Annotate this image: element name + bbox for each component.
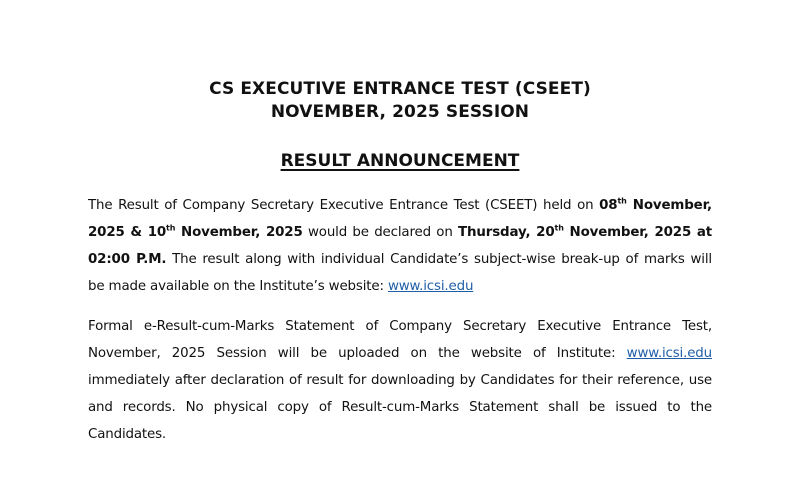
text-segment: Formal e-Result-cum-Marks Statement of Company Secretary Executive Entrance Test, November, 2025 Session will be uploaded on the website of Institute: <box>88 319 712 361</box>
date-rest: November, 2025 <box>88 198 712 240</box>
document-title <box>0 78 800 124</box>
text-segment: & <box>124 225 148 240</box>
text-segment: immediately after declaration of result for downloading by Candidates for their reference, use and records. No physical copy of Result-cum-Marks Statement shall be issued to the Candidates. <box>88 346 721 442</box>
date-rest: November, 2025 at 02:00 P.M. <box>88 225 713 267</box>
result-announcement-heading <box>0 150 800 172</box>
date-number: 10 <box>147 225 167 240</box>
ordinal-suffix: th <box>617 196 627 206</box>
text-segment: The result along with individual Candidate’s subject-wise break-up of marks will be made available on the Institute’s website: <box>88 252 712 294</box>
date-rest: November, 2025 <box>175 225 303 240</box>
ordinal-suffix: th <box>166 223 176 233</box>
text-segment: would be declared on <box>302 225 459 240</box>
title-line-2: NOVEMBER, 2025 SESSION <box>270 102 530 122</box>
text-segment: The Result of Company Secretary Executive Entrance Test (CSEET) held on <box>88 198 600 213</box>
date-number: 08 <box>599 198 618 213</box>
icsi-website-link[interactable]: www.icsi.edu <box>387 279 474 294</box>
date-10-november <box>148 225 303 240</box>
paragraph-result-declaration <box>88 192 712 300</box>
date-prefix: Thursday, 20 <box>458 225 555 240</box>
title-line-1: CS EXECUTIVE ENTRANCE TEST (CSEET) <box>209 79 591 99</box>
heading-text: RESULT ANNOUNCEMENT <box>280 151 520 171</box>
paragraph-marks-statement <box>88 313 721 448</box>
icsi-website-link[interactable]: www.icsi.edu <box>626 346 712 361</box>
ordinal-suffix: th <box>554 223 564 233</box>
